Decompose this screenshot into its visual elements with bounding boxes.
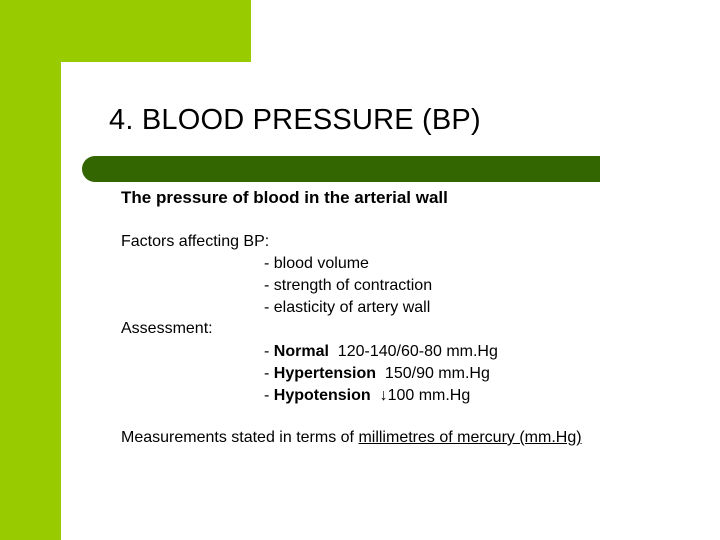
assessment-prefix: - <box>264 343 274 360</box>
assessment-value: 120-140/60-80 mm.Hg <box>328 343 498 360</box>
assessment-item-hypertension <box>264 363 490 385</box>
measurement-link[interactable]: millimetres of mercury (mm.Hg) <box>358 429 582 446</box>
title-underline-bar <box>82 156 600 182</box>
assessment-prefix: - <box>264 365 274 382</box>
assessment-value: 150/90 mm.Hg <box>376 365 490 382</box>
factor-item: - blood volume <box>264 255 369 272</box>
assessment-item-normal <box>264 341 498 363</box>
assessment-prefix: - <box>264 387 274 404</box>
factor-item: - elasticity of artery wall <box>264 299 431 316</box>
factors-label: Factors affecting BP: <box>121 233 270 250</box>
assessment-label: Assessment: <box>121 320 213 337</box>
assessment-term: Normal <box>273 343 329 360</box>
factor-item: - strength of contraction <box>264 277 433 294</box>
measurement-note <box>121 427 582 449</box>
subtitle: The pressure of blood in the arterial wall <box>121 188 448 207</box>
decorative-green-block-top <box>0 0 251 62</box>
assessment-term: Hypotension <box>273 387 371 404</box>
assessment-term: Hypertension <box>273 365 377 382</box>
assessment-item-hypotension <box>264 385 470 407</box>
decorative-green-block <box>0 0 61 540</box>
measurement-prefix: Measurements stated in terms of <box>121 429 359 446</box>
slide-title: 4. BLOOD PRESSURE (BP) <box>109 104 481 136</box>
assessment-value: ↓100 mm.Hg <box>370 387 471 404</box>
